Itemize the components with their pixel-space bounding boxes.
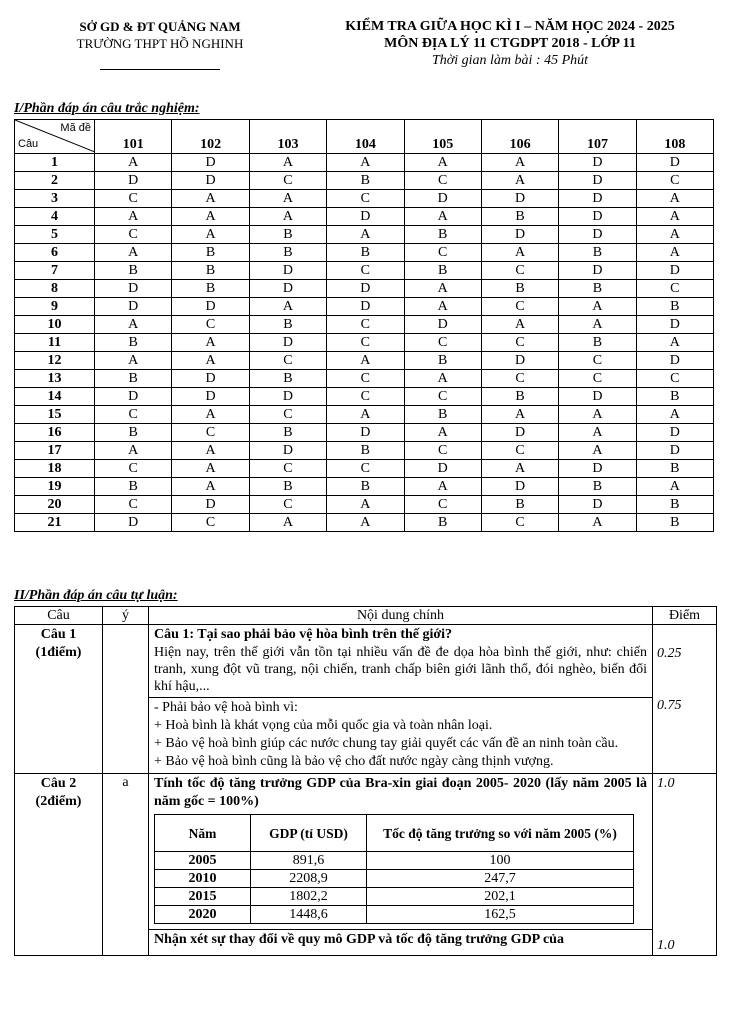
answer-cell: C (95, 226, 172, 244)
answer-cell: C (95, 406, 172, 424)
mc-row (15, 334, 714, 352)
q2-y: a (103, 774, 149, 956)
school-name: TRƯỜNG THPT HỒ NGHINH (76, 36, 244, 51)
answer-cell: D (95, 514, 172, 532)
answer-cell: A (172, 406, 249, 424)
answer-cell: B (95, 262, 172, 280)
answer-cell: A (172, 460, 249, 478)
answer-cell: C (327, 334, 404, 352)
answer-cell: C (172, 514, 249, 532)
answer-cell: B (404, 514, 481, 532)
answer-cell: A (636, 208, 713, 226)
answer-cell: B (636, 298, 713, 316)
answer-cell: B (95, 334, 172, 352)
question-number: 4 (15, 208, 95, 226)
answer-cell: A (95, 316, 172, 334)
gdp-year: 2020 (155, 906, 251, 924)
q2-block-1 (149, 774, 652, 929)
header-divider (100, 69, 220, 70)
question-number: 16 (15, 424, 95, 442)
mc-row (15, 208, 714, 226)
answer-cell: A (172, 442, 249, 460)
answer-cell: B (249, 316, 326, 334)
answer-cell: D (559, 172, 636, 190)
answer-cell: A (95, 352, 172, 370)
answer-cell: A (404, 280, 481, 298)
answer-cell: D (95, 172, 172, 190)
mc-row (15, 172, 714, 190)
exam-title: KIỂM TRA GIỮA HỌC KÌ I – NĂM HỌC 2024 - 2025 (345, 19, 675, 34)
mc-row (15, 460, 714, 478)
exam-time: Thời gian làm bài : 45 Phút (431, 53, 589, 68)
question-number: 5 (15, 226, 95, 244)
answer-cell: D (636, 262, 713, 280)
answer-cell: A (636, 406, 713, 424)
answer-cell: A (559, 298, 636, 316)
answer-cell: B (95, 370, 172, 388)
answer-cell: D (404, 190, 481, 208)
header-left (40, 18, 280, 70)
answer-cell: D (559, 388, 636, 406)
answer-cell: A (404, 298, 481, 316)
exam-code: 108 (636, 120, 713, 154)
question-number: 2 (15, 172, 95, 190)
gdp-rate: 202,1 (367, 888, 634, 906)
gdp-year: 2005 (155, 852, 251, 870)
q1-score-1: 0.25 (657, 646, 682, 661)
answer-cell: A (249, 208, 326, 226)
question-number: 1 (15, 154, 95, 172)
answer-cell: A (95, 442, 172, 460)
answer-cell: D (172, 298, 249, 316)
answer-cell: D (249, 388, 326, 406)
answer-cell: B (636, 388, 713, 406)
answer-cell: D (636, 442, 713, 460)
answer-cell: C (249, 172, 326, 190)
answer-cell: A (559, 442, 636, 460)
answer-cell: A (559, 316, 636, 334)
answer-cell: C (172, 424, 249, 442)
answer-cell: A (559, 406, 636, 424)
gdp-col-gdp: GDP (tỉ USD) (251, 815, 367, 852)
answer-cell: B (481, 496, 558, 514)
question-number: 15 (15, 406, 95, 424)
exam-code: 106 (481, 120, 558, 154)
gdp-rate: 162,5 (367, 906, 634, 924)
q1-bullet-3: + Bảo vệ hoà bình cũng là bảo vệ cho đất nước ngày càng thịnh vượng. (154, 754, 554, 769)
answer-cell: A (327, 496, 404, 514)
mc-row (15, 298, 714, 316)
mc-section-title: I/Phần đáp án câu trắc nghiệm: (14, 101, 200, 116)
answer-cell: C (327, 190, 404, 208)
question-number: 20 (15, 496, 95, 514)
department-name: SỞ GD & ĐT QUẢNG NAM (79, 19, 241, 34)
answer-cell: B (481, 208, 558, 226)
answer-cell: A (404, 208, 481, 226)
answer-cell: D (249, 280, 326, 298)
answer-cell: D (249, 334, 326, 352)
answer-cell: B (249, 226, 326, 244)
answer-cell: B (404, 262, 481, 280)
answer-cell: C (172, 316, 249, 334)
answer-cell: A (249, 298, 326, 316)
gdp-value: 1802,2 (251, 888, 367, 906)
answer-cell: A (481, 316, 558, 334)
exam-code-label: Mã đề (60, 122, 91, 134)
mc-row (15, 496, 714, 514)
answer-cell: B (95, 424, 172, 442)
mc-row (15, 316, 714, 334)
answer-cell: B (404, 406, 481, 424)
answer-cell: A (172, 226, 249, 244)
q1-block-1 (149, 625, 652, 697)
answer-cell: D (481, 190, 558, 208)
answer-cell: D (172, 496, 249, 514)
answer-cell: C (404, 334, 481, 352)
mc-row (15, 514, 714, 532)
question-number: 18 (15, 460, 95, 478)
exam-code: 102 (172, 120, 249, 154)
answer-cell: C (404, 442, 481, 460)
answer-cell: D (559, 208, 636, 226)
q1-score-2: 0.75 (657, 698, 682, 713)
answer-cell: A (249, 190, 326, 208)
gdp-table (154, 814, 634, 924)
answer-cell: B (249, 244, 326, 262)
answer-cell: D (172, 172, 249, 190)
q1-label (15, 625, 103, 774)
answer-cell: D (636, 424, 713, 442)
answer-cell: C (327, 316, 404, 334)
question-number: 9 (15, 298, 95, 316)
q1-title: Câu 1 (40, 627, 77, 642)
answer-cell: C (404, 172, 481, 190)
answer-cell: A (172, 478, 249, 496)
answer-cell: B (559, 478, 636, 496)
answer-cell: D (249, 442, 326, 460)
question-label: Câu (18, 138, 39, 150)
answer-cell: D (559, 190, 636, 208)
gdp-col-rate: Tốc độ tăng trưởng so với năm 2005 (%) (367, 815, 634, 852)
mc-row (15, 190, 714, 208)
essay-section-title: II/Phần đáp án câu tự luận: (14, 588, 178, 603)
gdp-value: 1448,6 (251, 906, 367, 924)
mc-row (15, 154, 714, 172)
exam-code: 107 (559, 120, 636, 154)
q1-block-2 (149, 697, 652, 773)
question-number: 11 (15, 334, 95, 352)
answer-cell: D (172, 370, 249, 388)
answer-cell: A (559, 514, 636, 532)
answer-cell: B (249, 424, 326, 442)
mc-row (15, 280, 714, 298)
answer-cell: D (481, 424, 558, 442)
gdp-year: 2015 (155, 888, 251, 906)
answer-cell: C (249, 406, 326, 424)
answer-cell: D (327, 298, 404, 316)
answer-cell: D (559, 154, 636, 172)
question-number: 14 (15, 388, 95, 406)
answer-cell: B (172, 244, 249, 262)
answer-cell: C (481, 514, 558, 532)
gdp-row (155, 852, 634, 870)
question-number: 21 (15, 514, 95, 532)
answer-cell: C (404, 244, 481, 262)
answer-cell: B (327, 172, 404, 190)
answer-cell: B (172, 280, 249, 298)
answer-cell: D (481, 352, 558, 370)
q1-scores (653, 625, 717, 774)
answer-cell: D (327, 424, 404, 442)
answer-cell: D (327, 208, 404, 226)
answer-cell: D (95, 280, 172, 298)
answer-cell: B (327, 478, 404, 496)
answer-cell: B (636, 514, 713, 532)
answer-cell: D (636, 316, 713, 334)
question-number: 10 (15, 316, 95, 334)
answer-cell: B (404, 352, 481, 370)
q1-heading: Câu 1: Tại sao phải bảo vệ hòa bình trên thế giới? (154, 627, 453, 642)
gdp-row (155, 870, 634, 888)
answer-cell: C (559, 370, 636, 388)
gdp-row (155, 888, 634, 906)
answer-cell: C (327, 460, 404, 478)
q2-points: (2điểm) (35, 794, 82, 809)
answer-cell: A (172, 208, 249, 226)
question-number: 6 (15, 244, 95, 262)
gdp-col-year: Năm (155, 815, 251, 852)
q2-block-2 (149, 929, 652, 951)
answer-cell: A (636, 478, 713, 496)
answer-cell: D (636, 154, 713, 172)
answer-cell: C (404, 388, 481, 406)
answer-cell: C (404, 496, 481, 514)
mc-row (15, 478, 714, 496)
col-header-content: Nội dung chính (149, 607, 653, 625)
mc-header-row (15, 120, 714, 154)
answer-cell: C (481, 334, 558, 352)
answer-cell: C (636, 370, 713, 388)
answer-cell: B (172, 262, 249, 280)
gdp-row (155, 906, 634, 924)
answer-cell: D (559, 226, 636, 244)
q2-score-2: 1.0 (657, 938, 675, 953)
answer-cell: A (95, 154, 172, 172)
q2-footer: Nhận xét sự thay đổi về quy mô GDP và tốc độ tăng trưởng GDP của (154, 932, 564, 947)
question-number: 17 (15, 442, 95, 460)
question-number: 7 (15, 262, 95, 280)
exam-subject: MÔN ĐỊA LÝ 11 CTGDPT 2018 - LỚP 11 (384, 36, 636, 51)
answer-cell: B (559, 280, 636, 298)
answer-cell: B (95, 478, 172, 496)
question-number: 8 (15, 280, 95, 298)
answer-cell: B (481, 280, 558, 298)
answer-cell: A (172, 190, 249, 208)
answer-cell: A (404, 424, 481, 442)
answer-cell: D (481, 226, 558, 244)
answer-cell: A (404, 478, 481, 496)
answer-cell: B (636, 460, 713, 478)
mc-row (15, 262, 714, 280)
col-header-y: ý (103, 607, 149, 625)
exam-code: 104 (327, 120, 404, 154)
answer-cell: D (636, 352, 713, 370)
answer-cell: B (481, 388, 558, 406)
answer-cell: C (249, 352, 326, 370)
answer-cell: D (404, 316, 481, 334)
answer-cell: C (636, 280, 713, 298)
q2-scores (653, 774, 717, 956)
answer-cell: B (636, 496, 713, 514)
answer-cell: A (327, 154, 404, 172)
col-header-diem: Điểm (653, 607, 717, 625)
answer-cell: B (559, 334, 636, 352)
q1-para: Hiện nay, trên thế giới vẫn tồn tại nhiều vấn đề đe dọa hòa bình thế giới, như: chiến tranh, xung đột vũ trang, nội chiến, tranh chấp biên giới lãnh thổ, đói nghèo, biến đổi khí hậu,... (154, 645, 647, 694)
exam-code: 103 (249, 120, 326, 154)
mc-corner-cell (15, 120, 95, 154)
answer-cell: A (636, 190, 713, 208)
answer-cell: C (327, 370, 404, 388)
answer-cell: A (327, 514, 404, 532)
answer-cell: D (404, 460, 481, 478)
answer-cell: A (481, 154, 558, 172)
mc-row (15, 370, 714, 388)
question-number: 19 (15, 478, 95, 496)
q2-content (149, 774, 653, 956)
answer-cell: B (404, 226, 481, 244)
answer-cell: A (481, 244, 558, 262)
mc-row (15, 424, 714, 442)
mc-row (15, 388, 714, 406)
answer-cell: D (95, 298, 172, 316)
answer-cell: A (636, 244, 713, 262)
q1-content (149, 625, 653, 774)
gdp-value: 891,6 (251, 852, 367, 870)
gdp-rate: 247,7 (367, 870, 634, 888)
answer-cell: A (481, 406, 558, 424)
answer-cell: A (636, 334, 713, 352)
q1-lead: - Phải bảo vệ hoà bình vì: (154, 700, 298, 715)
answer-cell: A (95, 244, 172, 262)
question-number: 13 (15, 370, 95, 388)
answer-cell: A (404, 154, 481, 172)
answer-cell: C (481, 370, 558, 388)
answer-cell: A (95, 208, 172, 226)
essay-row-q1 (15, 625, 717, 774)
answer-cell: D (172, 388, 249, 406)
answer-cell: C (249, 496, 326, 514)
answer-cell: D (559, 460, 636, 478)
q2-label (15, 774, 103, 956)
answer-cell: B (249, 370, 326, 388)
answer-cell: A (249, 514, 326, 532)
gdp-header-row (155, 815, 634, 852)
q2-score-1: 1.0 (657, 776, 675, 791)
q1-y-cell (103, 625, 149, 774)
answer-cell: C (249, 460, 326, 478)
answer-cell: A (172, 334, 249, 352)
exam-code: 101 (95, 120, 172, 154)
answer-cell: C (95, 496, 172, 514)
mc-row (15, 244, 714, 262)
essay-row-q2 (15, 774, 717, 956)
answer-cell: D (559, 262, 636, 280)
header-right (305, 18, 715, 70)
answer-cell: B (559, 244, 636, 262)
answer-cell: C (327, 262, 404, 280)
answer-cell: C (481, 262, 558, 280)
answer-cell: C (327, 388, 404, 406)
answer-cell: C (481, 442, 558, 460)
q1-bullet-2: + Bảo vệ hoà bình giúp các nước chung tay giải quyết các vấn đề an ninh toàn cầu. (154, 736, 619, 751)
answer-cell: D (327, 280, 404, 298)
answer-cell: A (327, 352, 404, 370)
answer-cell: A (481, 172, 558, 190)
answer-cell: B (327, 442, 404, 460)
answer-cell: C (95, 190, 172, 208)
answer-cell: A (327, 226, 404, 244)
mc-row (15, 406, 714, 424)
answer-cell: C (559, 352, 636, 370)
answer-cell: A (559, 424, 636, 442)
q2-title: Câu 2 (40, 776, 77, 791)
answer-cell: A (249, 154, 326, 172)
q2-heading: Tính tốc độ tăng trưởng GDP của Bra-xin giai đoạn 2005- 2020 (lấy năm 2005 là năm gốc = 100%) (154, 776, 647, 809)
gdp-value: 2208,9 (251, 870, 367, 888)
answer-cell: A (172, 352, 249, 370)
answer-cell: A (327, 406, 404, 424)
answer-cell: D (481, 478, 558, 496)
mc-row (15, 442, 714, 460)
answer-cell: D (249, 262, 326, 280)
q1-bullet-1: + Hoà bình là khát vọng của mỗi quốc gia và toàn nhân loại. (154, 718, 493, 733)
gdp-year: 2010 (155, 870, 251, 888)
answer-cell: A (636, 226, 713, 244)
answer-cell: C (481, 298, 558, 316)
answer-cell: D (95, 388, 172, 406)
q1-points: (1điểm) (35, 645, 82, 660)
answer-cell: D (172, 154, 249, 172)
mc-row (15, 226, 714, 244)
answer-cell: D (559, 496, 636, 514)
gdp-rate: 100 (367, 852, 634, 870)
answer-cell: A (481, 460, 558, 478)
answer-cell: C (95, 460, 172, 478)
mc-row (15, 352, 714, 370)
answer-cell: C (636, 172, 713, 190)
essay-header-row (15, 607, 717, 625)
col-header-cau: Câu (15, 607, 103, 625)
mc-answer-table (14, 119, 714, 532)
question-number: 12 (15, 352, 95, 370)
question-number: 3 (15, 190, 95, 208)
answer-cell: A (404, 370, 481, 388)
answer-cell: B (249, 478, 326, 496)
exam-code: 105 (404, 120, 481, 154)
essay-answer-table (14, 606, 717, 956)
answer-cell: B (327, 244, 404, 262)
